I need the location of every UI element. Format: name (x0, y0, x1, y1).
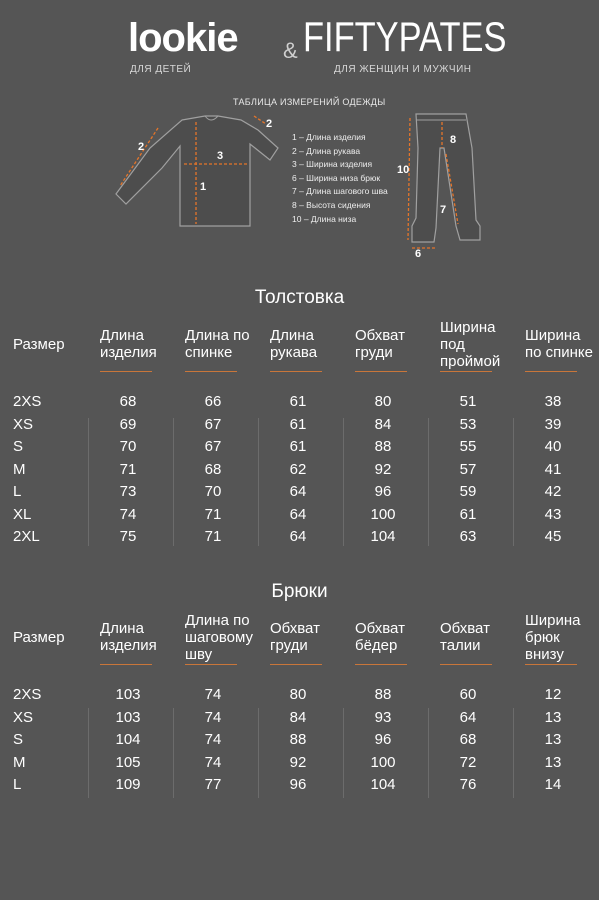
column-header: Обхват (355, 620, 405, 637)
sleeve-right-line (254, 116, 266, 124)
table-cell: 104 (370, 528, 396, 545)
column-header: Длина по (185, 612, 250, 629)
table-cell: 74 (204, 686, 222, 703)
column-header: Ширина (440, 319, 496, 336)
column-separator (88, 708, 89, 798)
fiftypates-subtitle: ДЛЯ ЖЕНЩИН И МУЖЧИН (334, 64, 472, 75)
size-label: 2XS (13, 393, 42, 410)
column-header: Обхват (440, 620, 490, 637)
column-header: Обхват (355, 327, 405, 344)
table-cell: 76 (459, 776, 477, 793)
table-cell: 88 (289, 731, 307, 748)
column-separator (258, 418, 259, 546)
table-cell: 88 (374, 438, 392, 455)
size-label: XL (13, 505, 32, 523)
size-label: M (13, 753, 26, 771)
size-label: S (13, 731, 24, 748)
column-separator (513, 418, 514, 546)
column-header: изделия (100, 344, 157, 361)
measurement-table-title: ТАБЛИЦА ИЗМЕРЕНИЙ ОДЕЖДЫ (233, 97, 386, 107)
table-cell: 74 (204, 708, 222, 726)
measurement-legend (292, 131, 388, 226)
legend-item: 7 – Длина шагового шва (292, 186, 388, 197)
table-cell: 55 (459, 438, 477, 455)
size-label: 2XL (13, 528, 40, 545)
header-underline (185, 371, 237, 372)
table-cell: 100 (370, 753, 396, 771)
column-header: рукава (270, 344, 318, 361)
table-cell: 45 (544, 528, 562, 545)
table-cell: 61 (289, 415, 307, 433)
table-cell: 80 (289, 686, 307, 703)
table-cell: 71 (119, 460, 137, 478)
table-cell: 51 (459, 393, 477, 410)
legend-item: 8 – Высота сидения (292, 199, 371, 210)
table-cell: 92 (374, 460, 392, 478)
table-cell: 59 (459, 483, 477, 500)
column-header: талии (440, 637, 481, 654)
header-underline (270, 371, 322, 372)
pants-table-title: Брюки (271, 581, 328, 602)
column-header: Обхват (270, 620, 320, 637)
table-cell: 63 (459, 528, 477, 545)
column-header: Длина (270, 327, 314, 344)
size-label: L (13, 483, 22, 500)
size-label: S (13, 438, 24, 455)
table-cell: 62 (289, 460, 307, 478)
table-cell: 104 (370, 776, 396, 793)
column-header: груди (270, 637, 308, 654)
table-cell: 13 (544, 708, 562, 726)
table-cell: 74 (204, 753, 222, 771)
size-label: M (13, 460, 26, 478)
legend-item: 3 – Ширина изделия (292, 159, 373, 170)
table-cell: 84 (374, 415, 392, 433)
table-cell: 64 (459, 708, 477, 726)
table-cell: 74 (204, 731, 222, 748)
column-header: груди (355, 344, 393, 361)
shirt-label-sleeve-right: 2 (266, 118, 273, 130)
column-separator (513, 708, 514, 798)
table-cell: 77 (204, 776, 222, 793)
sweatshirt-diagram (110, 108, 290, 238)
column-header: Длина по (185, 327, 250, 344)
pants-label-hem: 6 (415, 248, 422, 260)
table-cell: 13 (544, 731, 562, 748)
column-separator (428, 418, 429, 546)
ampersand: & (283, 38, 298, 63)
size-label: L (13, 776, 22, 793)
table-cell: 57 (459, 460, 477, 478)
column-header: спинке (185, 344, 233, 361)
header-underline (355, 371, 407, 372)
table-cell: 39 (544, 415, 562, 433)
table-cell: 73 (119, 483, 137, 500)
column-header: Размер (13, 336, 65, 353)
table-cell: 70 (204, 483, 222, 500)
table-cell: 74 (119, 505, 137, 523)
table-cell: 61 (459, 505, 477, 523)
table-cell: 41 (544, 460, 562, 478)
header-underline (100, 664, 152, 665)
table-cell: 68 (204, 460, 222, 478)
table-cell: 61 (289, 438, 307, 455)
table-cell: 100 (370, 505, 396, 523)
column-separator (428, 708, 429, 798)
table-cell: 103 (115, 708, 141, 726)
column-separator (343, 418, 344, 546)
table-cell: 13 (544, 753, 562, 771)
column-header: Ширина (525, 612, 581, 629)
sweatshirt-table-title: Толстовка (254, 287, 345, 308)
header-underline (270, 664, 322, 665)
shirt-label-width: 3 (217, 150, 224, 162)
table-cell: 84 (289, 708, 307, 726)
shirt-label-sleeve: 2 (138, 141, 145, 153)
table-cell: 109 (115, 776, 141, 793)
lookie-logo: lookie (128, 16, 238, 60)
table-cell: 71 (204, 505, 222, 523)
table-cell: 70 (119, 438, 137, 455)
legend-item: 2 – Длина рукава (292, 145, 361, 156)
table-cell: 96 (289, 776, 307, 793)
column-header: проймой (440, 353, 501, 370)
column-separator (343, 708, 344, 798)
header-underline (185, 664, 237, 665)
table-cell: 68 (119, 393, 137, 410)
header-underline (440, 664, 492, 665)
size-label: XS (13, 708, 34, 726)
pants-label-inseam: 7 (440, 204, 447, 216)
table-cell: 66 (204, 393, 222, 410)
shirt-label-length: 1 (200, 181, 207, 193)
legend-item: 10 – Длина низа (292, 213, 357, 224)
size-label: 2XS (13, 686, 42, 703)
table-cell: 96 (374, 483, 392, 500)
column-header: Длина (100, 620, 144, 637)
table-cell: 67 (204, 415, 222, 433)
table-cell: 92 (289, 753, 307, 771)
column-header: внизу (525, 646, 564, 663)
legend-item: 6 – Ширина низа брюк (292, 172, 381, 183)
table-cell: 42 (544, 483, 562, 500)
column-header: брюк (525, 629, 560, 646)
table-cell: 12 (544, 686, 562, 703)
table-cell: 69 (119, 415, 137, 433)
table-cell: 14 (544, 776, 562, 793)
header-underline (355, 664, 407, 665)
table-cell: 64 (289, 528, 307, 545)
table-cell: 105 (115, 753, 141, 771)
column-header: под (440, 336, 465, 353)
header-underline (440, 371, 492, 372)
table-cell: 64 (289, 483, 307, 500)
table-cell: 60 (459, 686, 477, 703)
header-underline (525, 664, 577, 665)
column-separator (173, 418, 174, 546)
table-cell: 71 (204, 528, 222, 545)
table-cell: 61 (289, 393, 307, 410)
outseam-line (408, 118, 410, 240)
column-header: Длина (100, 327, 144, 344)
column-separator (173, 708, 174, 798)
sweatshirt-outline (116, 116, 278, 226)
table-cell: 103 (115, 686, 141, 703)
table-cell: 68 (459, 731, 477, 748)
table-cell: 67 (204, 438, 222, 455)
size-label: XS (13, 415, 34, 433)
lookie-subtitle: ДЛЯ ДЕТЕЙ (130, 64, 192, 75)
column-header: шву (185, 646, 213, 663)
column-header: изделия (100, 637, 157, 654)
column-header: Размер (13, 629, 65, 646)
pants-label-outseam: 10 (397, 164, 410, 176)
column-header: по спинке (525, 344, 593, 361)
legend-item: 1 – Длина изделия (292, 132, 366, 142)
header-underline (100, 371, 152, 372)
table-cell: 64 (289, 505, 307, 523)
header-underline (525, 371, 577, 372)
table-cell: 75 (119, 528, 137, 545)
column-separator (88, 418, 89, 546)
table-cell: 53 (459, 415, 477, 433)
column-header: бёдер (355, 637, 398, 654)
fiftypates-logo: FIFTYPATES (303, 13, 507, 60)
table-cell: 80 (374, 393, 392, 410)
pants-outline (412, 114, 480, 242)
table-cell: 38 (544, 393, 562, 410)
table-cell: 104 (115, 731, 141, 748)
pants-diagram (400, 108, 490, 253)
table-cell: 93 (374, 708, 392, 726)
table-cell: 43 (544, 505, 562, 523)
table-cell: 72 (459, 753, 477, 771)
column-separator (258, 708, 259, 798)
column-header: Ширина (525, 327, 581, 344)
column-header: шаговому (185, 629, 253, 646)
table-cell: 40 (544, 438, 562, 455)
table-cell: 88 (374, 686, 392, 703)
pants-label-rise: 8 (450, 134, 457, 146)
table-cell: 96 (374, 731, 392, 748)
